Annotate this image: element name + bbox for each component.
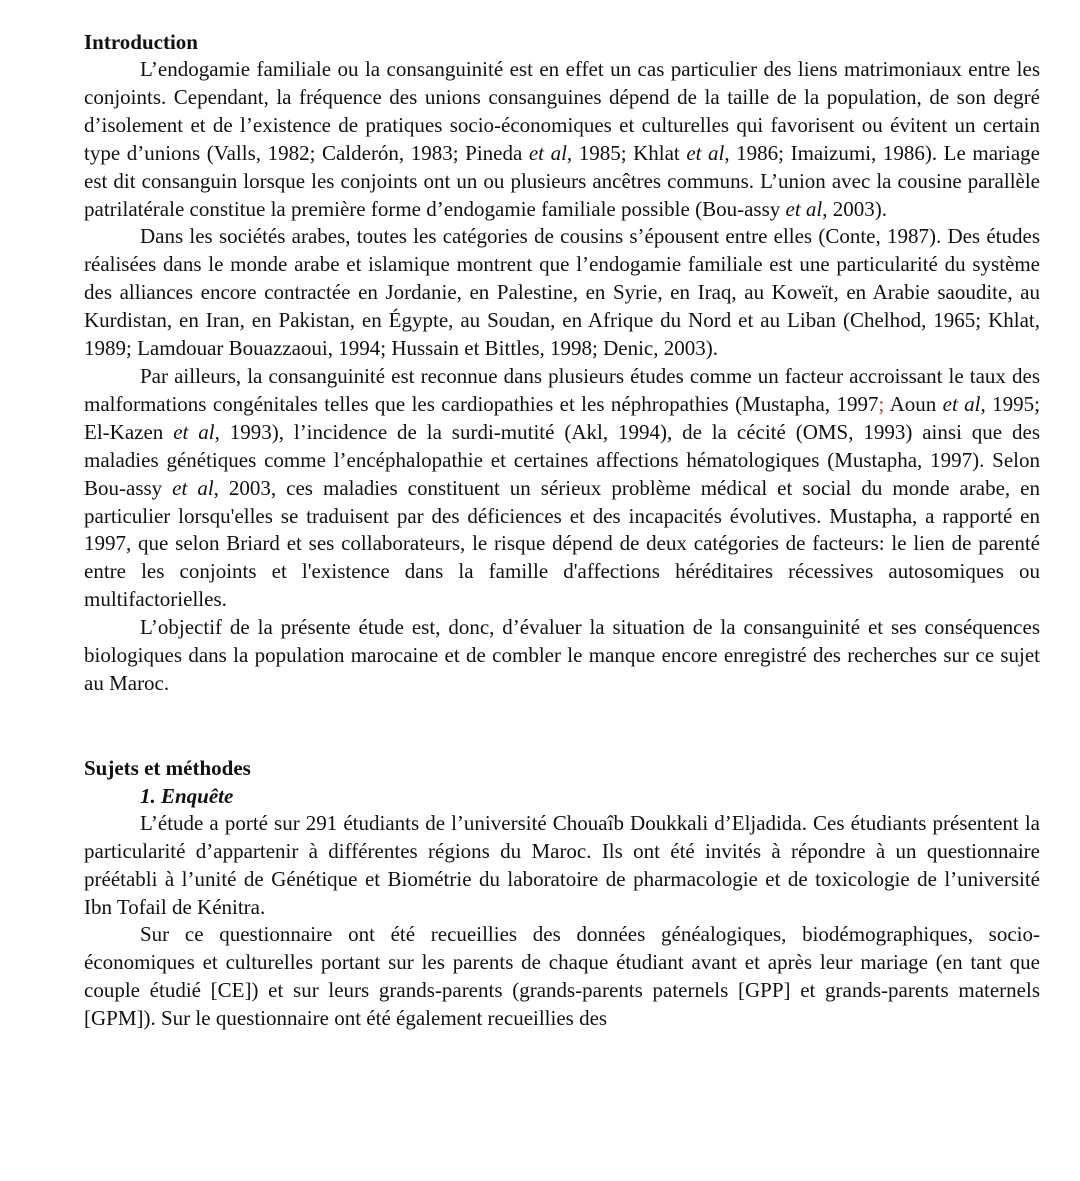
text-run: Dans les sociétés arabes, toutes les catégories de cousins s’épousent entre elles (Conte, 1987). Des études réalisées dans le monde arabe et islamique montrent que l’endogamie familiale est une particularité du système des alliances encore contractée en Jordanie, en Palestine, en Syrie, en Iraq, au Koweït, en Arabie saoudite, au Kurdistan, en Iran, en Pakistan, en Égypte, au Soudan, en Afrique du Nord et au Liban (Chelhod, 1965; Khlat, 1989; Lamdouar Bouazzaoui, 1994; Hussain et Bittles, 1998; Denic, 2003). xyxy=(84,224,1040,361)
paragraph xyxy=(84,56,1040,223)
text-run: , 1985; Khlat xyxy=(566,140,687,165)
paragraph xyxy=(84,921,1040,1033)
text-run: L’étude a porté sur 291 étudiants de l’université Chouaîb Doukkali d’Eljadida. Ces étudiants présentent la particularité d’appartenir à différentes régions du Maroc. Ils ont été invités à répondre à un questionnaire préétabli à l’unité de Génétique et Biométrie du laboratoire de pharmacologie et de toxicologie de l’université Ibn Tofail de Kénitra. xyxy=(84,810,1040,919)
italic-text-run: et al xyxy=(173,419,215,444)
text-run: Sur ce questionnaire ont été recueillies des données généalogiques, biodémographiques, socio-économiques et culturelles portant sur les parents de chaque étudiant avant et après leur mariage (en tant que couple étudié [CE]) et sur leurs grands-parents (grands-parents paternels [GPP] et grands-parents maternels [GPM]). Sur le questionnaire ont été également recueillies des xyxy=(84,922,1040,1031)
text-run: L’endogamie familiale ou la consanguinité est en effet un cas particulier des liens matrimoniaux entre les conjoints. Cependant, la fréquence des unions consanguines dépend de la taille de la population, de son degré d’isolement et de l’existence de pratiques socio-économiques et culturelles qui favorisent ou évitent un certain type d’unions (Valls, 1982; Calderón, 1983; Pineda xyxy=(84,57,1040,165)
italic-text-run: et al xyxy=(785,196,823,221)
text-run: , 2003, ces maladies constituent un sérieux problème médical et social du monde arabe, en particulier lorsqu'elles se traduisent par des déficiences et des incapacités évolutives. Mustapha, a rapporté en 1997, que selon Briard et ses collaborateurs, le risque dépend de deux catégories de facteurs: le lien de parenté entre les conjoints et l'existence dans la famille d'affections héréditaires récessives autosomiques ou multifactorielles. xyxy=(84,475,1040,612)
text-run: Par ailleurs, la consanguinité est reconnue dans plusieurs études comme un facteur accroissant le taux des malformations congénitales telles que les cardiopathies et les néphropathies (Mustapha, 1997 xyxy=(84,363,1040,416)
text-run: , 2003). xyxy=(822,196,887,221)
italic-text-run: et al xyxy=(942,391,981,416)
paragraph xyxy=(84,363,1040,614)
section-heading-introduction: Introduction xyxy=(84,30,198,54)
text-run: ; xyxy=(878,391,885,416)
text-run: , 1995; El-Kazen xyxy=(84,391,1040,444)
paragraph xyxy=(84,223,1040,363)
text-run: , 1993), l’incidence de la surdi-mutité (Akl, 1994), de la cécité (OMS, 1993) ainsi que des maladies génétiques comme l’encéphalopathie et certaines affections hématologiques (Mustapha, 1997). Selon Bou-assy xyxy=(84,419,1040,500)
text-run: Aoun xyxy=(884,391,943,416)
paragraph xyxy=(84,614,1040,698)
subsection-heading-enquete: 1. Enquête xyxy=(140,783,234,808)
document-page xyxy=(84,28,1040,1033)
italic-text-run: et al xyxy=(528,140,567,165)
paragraph xyxy=(84,810,1040,922)
section-gap xyxy=(84,698,1040,754)
italic-text-run: et al xyxy=(172,475,214,500)
text-run: , 1986; Imaizumi, 1986). Le mariage est dit consanguin lorsque les conjoints ont un ou plusieurs ancêtres communs. L’union avec la cousine parallèle patrilatérale constitue la première forme d’endogamie familiale possible (Bou-assy xyxy=(84,140,1040,221)
section-heading-methods: Sujets et méthodes xyxy=(84,755,251,780)
italic-text-run: et al xyxy=(686,140,725,165)
text-run: L’objectif de la présente étude est, donc, d’évaluer la situation de la consanguinité et ses conséquences biologiques dans la population marocaine et de combler le manque encore enregistré des recherches sur ce sujet au Maroc. xyxy=(84,615,1040,695)
